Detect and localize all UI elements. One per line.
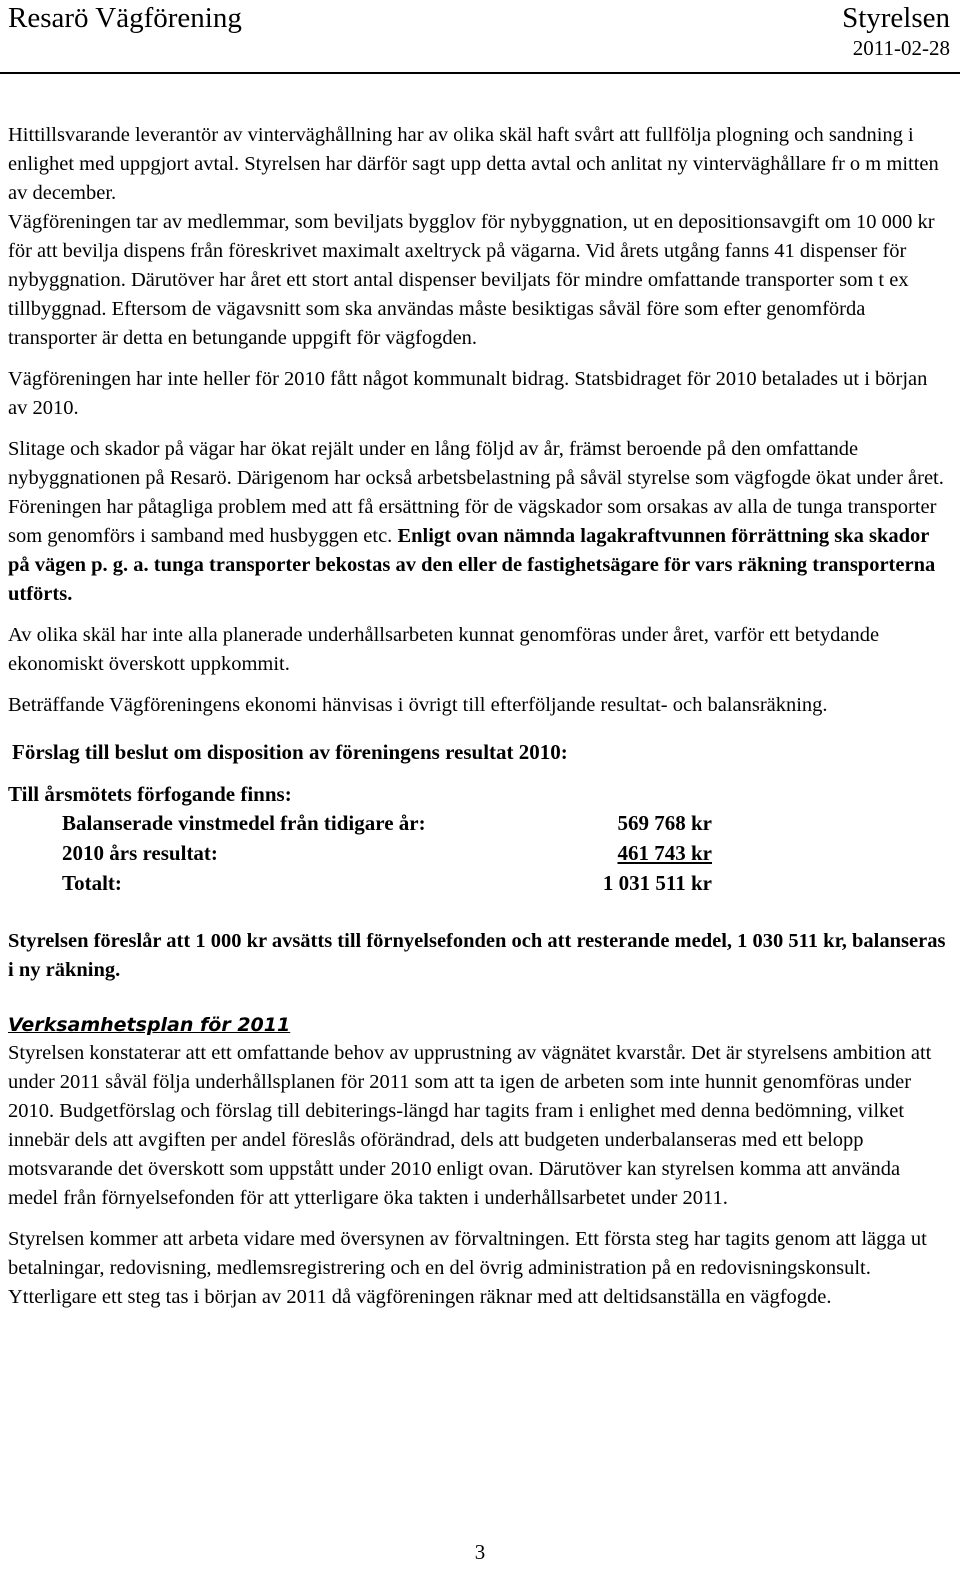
table-row [8,809,712,839]
section-name: Styrelsen [842,2,950,34]
road-damage-text: Slitage och skador på vägar har ökat rejält under en lång följd av år, främst beroende på den omfattande nybyggnationen på Resarö. Därigenom har också arbetsbelastning på såväl styrelse som vägfogde ökat under året. Föreningen har påtagliga problem med att få ersättning för de vägskador som orsakas av alla de tunga transporter som genomförs i samband med husbyggen etc. [8,438,944,547]
funds-amount: 461 743 kr [617,841,712,865]
funds-amount-cell [532,839,712,869]
paragraph-surplus: Av olika skäl har inte alla planerade underhållsarbeten kunnat genomföras under året, varför ett betydande ekonomiskt överskott uppkommit. [8,624,880,675]
funds-amount: 1 031 511 kr [602,871,712,895]
funds-title: Till årsmötets förfogande finns: [8,782,292,806]
table-row [8,839,712,869]
funds-label: Balanserade vinstmedel från tidigare år: [62,811,426,835]
paragraph-economy: Beträffande Vägföreningens ekonomi hänvisas i övrigt till efterföljande resultat- och balansräkning. [8,694,828,716]
paragraph-grants: Vägföreningen har inte heller för 2010 fått något kommunalt bidrag. Statsbidraget för 2010 betalades ut i början av 2010. [8,368,928,419]
org-name: Resarö Vägförening [8,2,242,34]
funds-amount: 569 768 kr [617,811,712,835]
road-damage-bold-text: Enligt ovan nämnda lagakraftvunnen förrättning ska skador på vägen p. g. a. tunga transporter bekostas av den eller de fastighetsägare för vars räkning transporterna utförts. [8,525,936,605]
paragraph-road-damage [8,435,948,609]
document-body [8,121,948,1324]
paragraph-plan-administration: Styrelsen kommer att arbeta vidare med översynen av förvaltningen. Ett första steg har tagits genom att lägga ut betalningar, redovisning, medlemsregistrering och en del övrig administration på en redovisningskonsult. Ytterligare ett steg tas i början av 2011 då vägföreningen räknar med att deltidsanställa en vägfogde. [8,1228,927,1308]
paragraph-winter-maintenance: Hittillsvarande leverantör av vinterväghållning har av olika skäl haft svårt att fullfölja plogning och sandning i enlighet med uppgjort avtal. Styrelsen har därför sagt upp detta avtal och anlitat ny vinterväghållare fr o m mitten av december. [8,124,939,204]
activity-plan-title: Verksamhetsplan för 2011 [8,1014,291,1036]
table-row [8,869,712,899]
funds-label: Totalt: [62,871,122,895]
funds-label: 2010 års resultat: [62,841,218,865]
paragraph-deposit-fee: Vägföreningen tar av medlemmar, som beviljats bygglov för nybyggnation, ut en depositionsavgift om 10 000 kr för att bevilja dispens från föreskrivet maximalt axeltryck på vägarna. Vid årets utgång fanns 41 dispenser för nybyggnation. Därutöver har året ett stort antal dispenser beviljats för mindre omfattande transporter som t ex tillbyggnad. Eftersom de vägavsnitt som ska användas måste besiktigas såväl före som efter genomförda transporter är detta en betungande uppgift för vägfogden. [8,211,935,349]
board-proposal: Styrelsen föreslår att 1 000 kr avsätts till förnyelsefonden och att resterande medel, 1 030 511 kr, balanseras i ny räkning. [8,930,946,981]
funds-table [8,809,712,899]
paragraph-plan-ambition: Styrelsen konstaterar att ett omfattande behov av upprustning av vägnätet kvarstår. Det är styrelsens ambition att under 2011 såväl följa underhållsplanen för 2011 som att ta igen de arbeten som inte hunnit genomföras under 2010. Budgetförslag och förslag till debiterings-längd har tagits fram i enlighet med denna bedömning, vilket innebär dels att avgiften per andel föreslås oförändrad, dels att budgeten underbalanseras med ett belopp motsvarande det överskott som uppstått under 2010 enligt ovan. Därutöver kan styrelsen komma att använda medel från förnyelsefonden för att ytterligare öka takten i underhållsarbetet under 2011. [8,1042,932,1209]
page-header [0,0,960,74]
page-number: 3 [474,1540,486,1564]
proposal-heading: Förslag till beslut om disposition av föreningens resultat 2010: [12,740,568,764]
document-date: 2011-02-28 [852,36,950,60]
